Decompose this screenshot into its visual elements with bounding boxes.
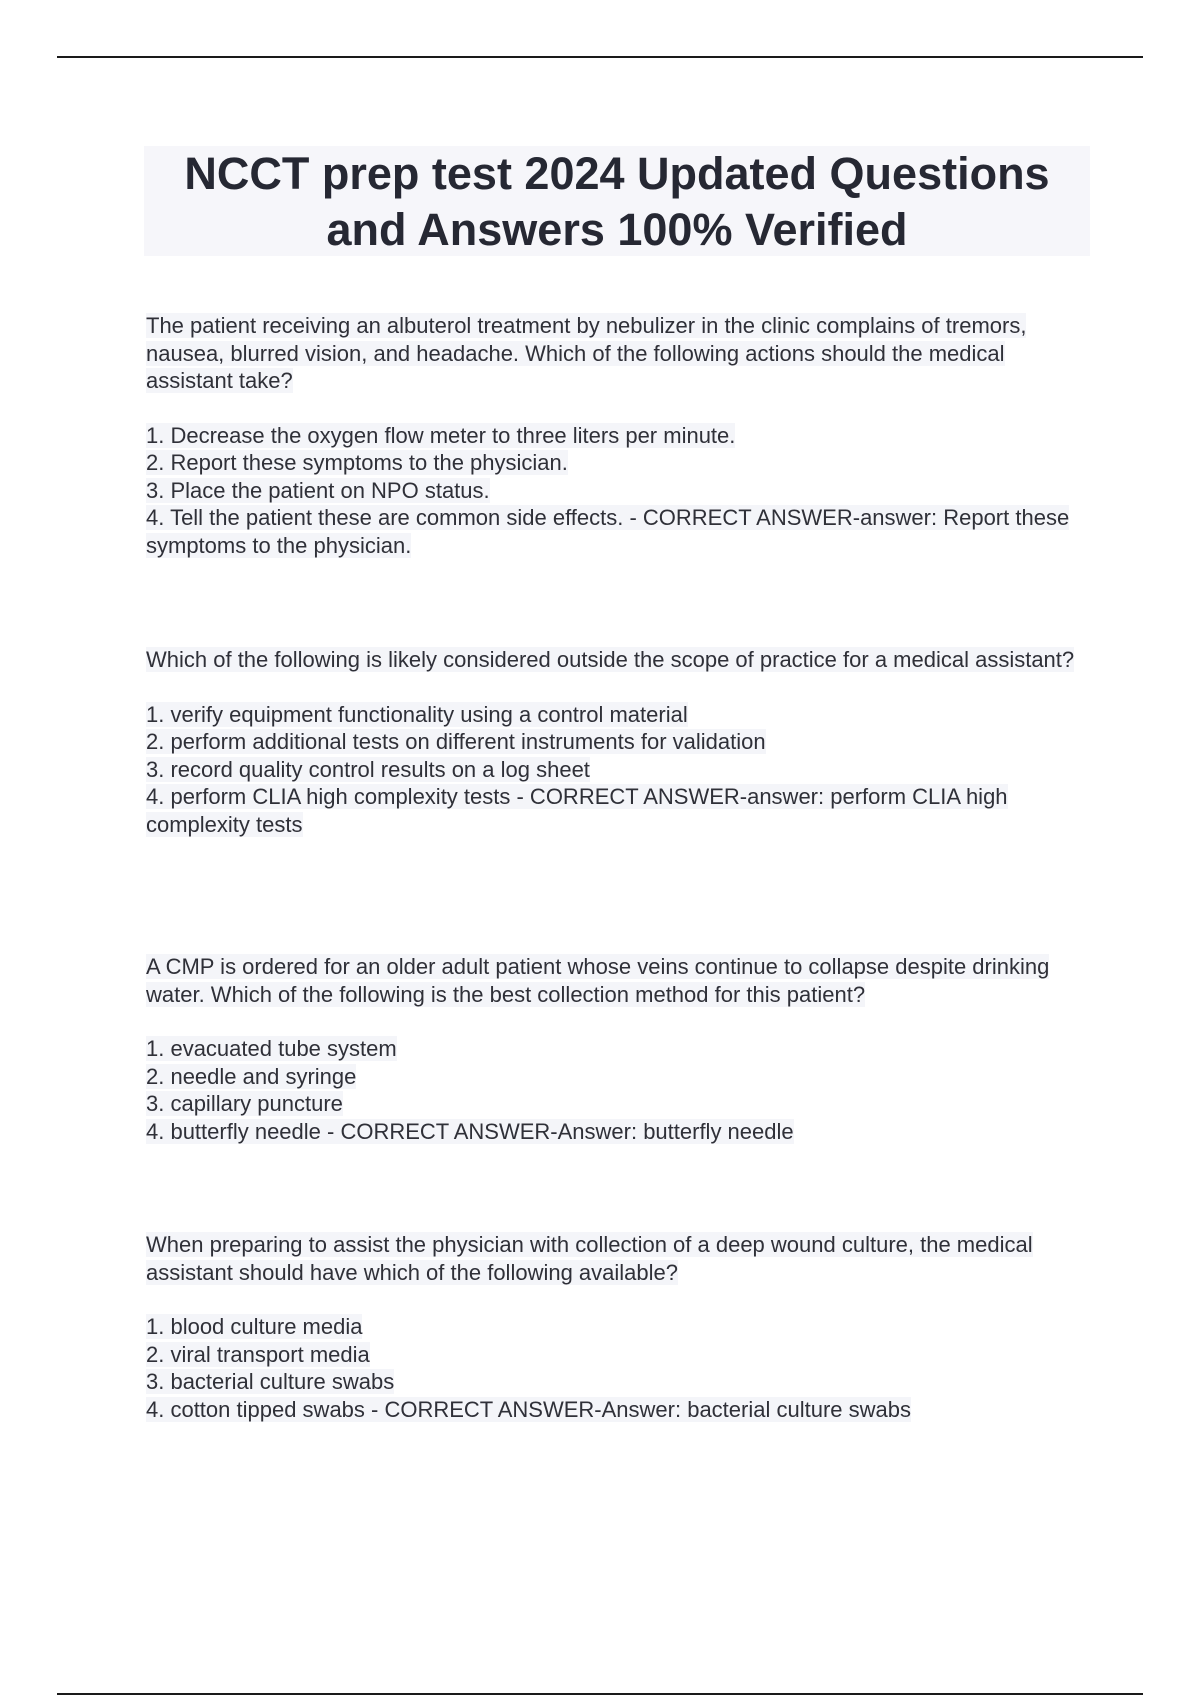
question-block (146, 1231, 1076, 1423)
answer-option: 2. viral transport media (146, 1341, 370, 1367)
page-title: NCCT prep test 2024 Updated Questions and Answers 100% Verified (184, 148, 1050, 255)
question-block (146, 312, 1076, 559)
question-block (146, 953, 1076, 1145)
answer-options (146, 1035, 1076, 1145)
answer-option: 1. Decrease the oxygen flow meter to three liters per minute. (146, 422, 736, 448)
answer-option-correct: 4. Tell the patient these are common side effects. - CORRECT ANSWER-answer: Report these symptoms to the physician. (146, 505, 1070, 558)
answer-option-correct: 4. butterfly needle - CORRECT ANSWER-Answer: butterfly needle (146, 1118, 794, 1144)
bottom-divider (57, 1693, 1143, 1695)
question-block (146, 646, 1076, 838)
answer-options (146, 422, 1076, 560)
answer-option: 3. record quality control results on a log sheet (146, 756, 590, 782)
answer-option: 1. verify equipment functionality using a control material (146, 701, 688, 727)
answer-option-correct: 4. cotton tipped swabs - CORRECT ANSWER-Answer: bacterial culture swabs (146, 1396, 911, 1422)
answer-option: 3. bacterial culture swabs (146, 1369, 395, 1394)
answer-option: 2. Report these symptoms to the physician. (146, 450, 568, 475)
answer-options (146, 701, 1076, 839)
answer-options (146, 1313, 1076, 1423)
question-text: Which of the following is likely considered outside the scope of practice for a medical assistant? (146, 647, 1075, 672)
answer-option: 3. capillary puncture (146, 1091, 343, 1116)
top-divider (57, 56, 1143, 58)
answer-option: 2. needle and syringe (146, 1063, 357, 1089)
answer-option-correct: 4. perform CLIA high complexity tests - CORRECT ANSWER-answer: perform CLIA high complexity tests (146, 784, 1008, 837)
answer-option: 1. evacuated tube system (146, 1036, 397, 1061)
answer-option: 2. perform additional tests on different instruments for validation (146, 729, 766, 754)
question-text: A CMP is ordered for an older adult patient whose veins continue to collapse despite drinking water. Which of the following is the best collection method for this patient? (146, 954, 1050, 1007)
answer-option: 3. Place the patient on NPO status. (146, 477, 490, 503)
answer-option: 1. blood culture media (146, 1314, 363, 1339)
title-banner (144, 146, 1090, 256)
question-text: The patient receiving an albuterol treatment by nebulizer in the clinic complains of tremors, nausea, blurred vision, and headache. Which of the following actions should the medical assistant take? (146, 313, 1027, 393)
question-text: When preparing to assist the physician with collection of a deep wound culture, the medical assistant should have which of the following available? (146, 1232, 1033, 1285)
